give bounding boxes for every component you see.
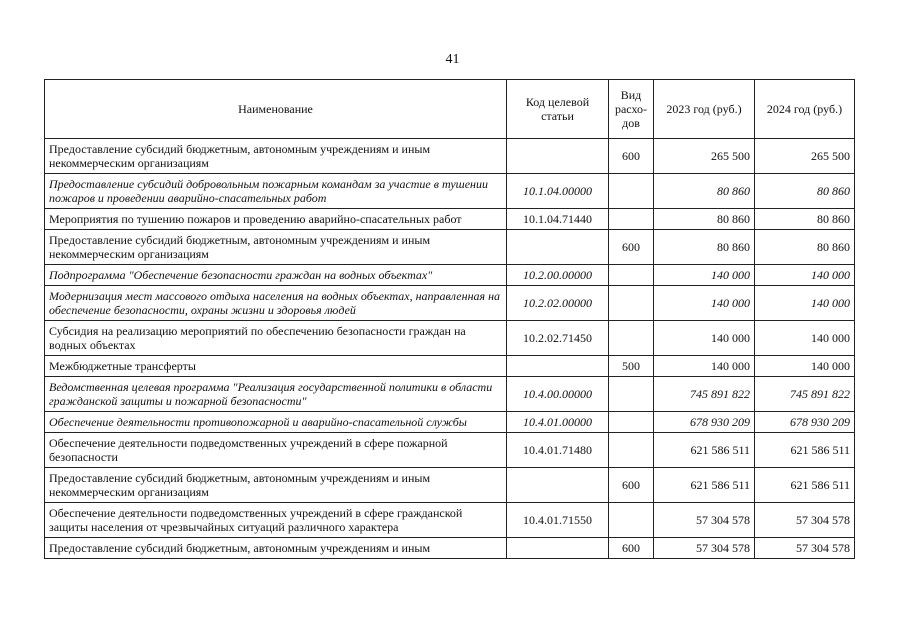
table-row <box>45 230 855 265</box>
header-type: Вид расхо-дов <box>609 80 654 139</box>
row-name: Обеспечение деятельности противопожарной и аварийно-спасательной службы <box>45 412 507 433</box>
row-name: Мероприятия по тушению пожаров и проведению аварийно-спасательных работ <box>45 209 507 230</box>
row-code <box>507 139 609 174</box>
row-amount-2024: 80 860 <box>755 230 855 265</box>
row-amount-2023: 80 860 <box>654 230 755 265</box>
row-name: Субсидия на реализацию мероприятий по обеспечению безопасности граждан на водных объектах <box>45 321 507 356</box>
row-code <box>507 538 609 559</box>
row-code: 10.1.04.71440 <box>507 209 609 230</box>
row-amount-2024: 745 891 822 <box>755 377 855 412</box>
table-header-row <box>45 80 855 139</box>
table-row <box>45 139 855 174</box>
row-amount-2023: 57 304 578 <box>654 503 755 538</box>
table-row <box>45 209 855 230</box>
row-amount-2023: 621 586 511 <box>654 433 755 468</box>
row-amount-2023: 265 500 <box>654 139 755 174</box>
row-amount-2023: 57 304 578 <box>654 538 755 559</box>
row-name: Предоставление субсидий бюджетным, автономным учреждениям и иным некоммерческим организациям <box>45 230 507 265</box>
row-name: Модернизация мест массового отдыха населения на водных объектах, направленная на обеспечение безопасности, охраны жизни и здоровья людей <box>45 286 507 321</box>
row-expense-type <box>609 286 654 321</box>
row-code: 10.4.00.00000 <box>507 377 609 412</box>
row-amount-2024: 57 304 578 <box>755 503 855 538</box>
row-amount-2023: 80 860 <box>654 174 755 209</box>
row-expense-type <box>609 174 654 209</box>
table-row <box>45 468 855 503</box>
row-amount-2024: 621 586 511 <box>755 468 855 503</box>
row-amount-2024: 140 000 <box>755 356 855 377</box>
row-expense-type <box>609 209 654 230</box>
table-row <box>45 265 855 286</box>
row-code: 10.2.00.00000 <box>507 265 609 286</box>
table-row <box>45 412 855 433</box>
row-code <box>507 230 609 265</box>
row-expense-type: 600 <box>609 230 654 265</box>
budget-table <box>44 79 855 559</box>
row-amount-2024: 265 500 <box>755 139 855 174</box>
row-amount-2023: 140 000 <box>654 265 755 286</box>
table-body <box>45 139 855 559</box>
row-amount-2024: 678 930 209 <box>755 412 855 433</box>
row-expense-type: 600 <box>609 139 654 174</box>
row-amount-2023: 745 891 822 <box>654 377 755 412</box>
row-code <box>507 356 609 377</box>
row-expense-type <box>609 503 654 538</box>
row-amount-2024: 140 000 <box>755 286 855 321</box>
row-expense-type <box>609 377 654 412</box>
row-amount-2024: 621 586 511 <box>755 433 855 468</box>
row-amount-2024: 80 860 <box>755 209 855 230</box>
row-name: Обеспечение деятельности подведомственных учреждений в сфере пожарной безопасности <box>45 433 507 468</box>
row-name: Подпрограмма "Обеспечение безопасности граждан на водных объектах" <box>45 265 507 286</box>
row-expense-type <box>609 433 654 468</box>
row-code: 10.2.02.00000 <box>507 286 609 321</box>
row-amount-2024: 57 304 578 <box>755 538 855 559</box>
row-code: 10.1.04.00000 <box>507 174 609 209</box>
table-row <box>45 321 855 356</box>
row-amount-2024: 140 000 <box>755 321 855 356</box>
row-amount-2023: 678 930 209 <box>654 412 755 433</box>
row-expense-type: 500 <box>609 356 654 377</box>
row-expense-type <box>609 265 654 286</box>
row-code: 10.4.01.71550 <box>507 503 609 538</box>
row-amount-2024: 80 860 <box>755 174 855 209</box>
header-year-2024: 2024 год (руб.) <box>755 80 855 139</box>
row-name: Предоставление субсидий бюджетным, автономным учреждениям и иным <box>45 538 507 559</box>
table-row <box>45 286 855 321</box>
row-name: Предоставление субсидий бюджетным, автономным учреждениям и иным некоммерческим организациям <box>45 139 507 174</box>
row-amount-2023: 140 000 <box>654 356 755 377</box>
table-row <box>45 377 855 412</box>
header-code: Код целевой статьи <box>507 80 609 139</box>
row-name: Предоставление субсидий бюджетным, автономным учреждениям и иным некоммерческим организациям <box>45 468 507 503</box>
row-name: Обеспечение деятельности подведомственных учреждений в сфере гражданской защиты населения от чрезвычайных ситуаций различного характера <box>45 503 507 538</box>
row-amount-2023: 140 000 <box>654 286 755 321</box>
table-row <box>45 538 855 559</box>
row-name: Межбюджетные трансферты <box>45 356 507 377</box>
row-expense-type: 600 <box>609 538 654 559</box>
row-name: Предоставление субсидий добровольным пожарным командам за участие в тушении пожаров и проведении аварийно-спасательных работ <box>45 174 507 209</box>
table-row <box>45 503 855 538</box>
page-number: 41 <box>445 52 460 67</box>
row-amount-2023: 80 860 <box>654 209 755 230</box>
header-year-2023: 2023 год (руб.) <box>654 80 755 139</box>
table-row <box>45 356 855 377</box>
table-row <box>45 433 855 468</box>
row-expense-type: 600 <box>609 468 654 503</box>
row-amount-2023: 621 586 511 <box>654 468 755 503</box>
row-amount-2023: 140 000 <box>654 321 755 356</box>
row-expense-type <box>609 412 654 433</box>
row-code: 10.2.02.71450 <box>507 321 609 356</box>
table-row <box>45 174 855 209</box>
header-name: Наименование <box>45 80 507 139</box>
row-code: 10.4.01.00000 <box>507 412 609 433</box>
row-code <box>507 468 609 503</box>
row-name: Ведомственная целевая программа "Реализация государственной политики в области гражданской защиты и пожарной безопасности" <box>45 377 507 412</box>
row-amount-2024: 140 000 <box>755 265 855 286</box>
row-code: 10.4.01.71480 <box>507 433 609 468</box>
row-expense-type <box>609 321 654 356</box>
